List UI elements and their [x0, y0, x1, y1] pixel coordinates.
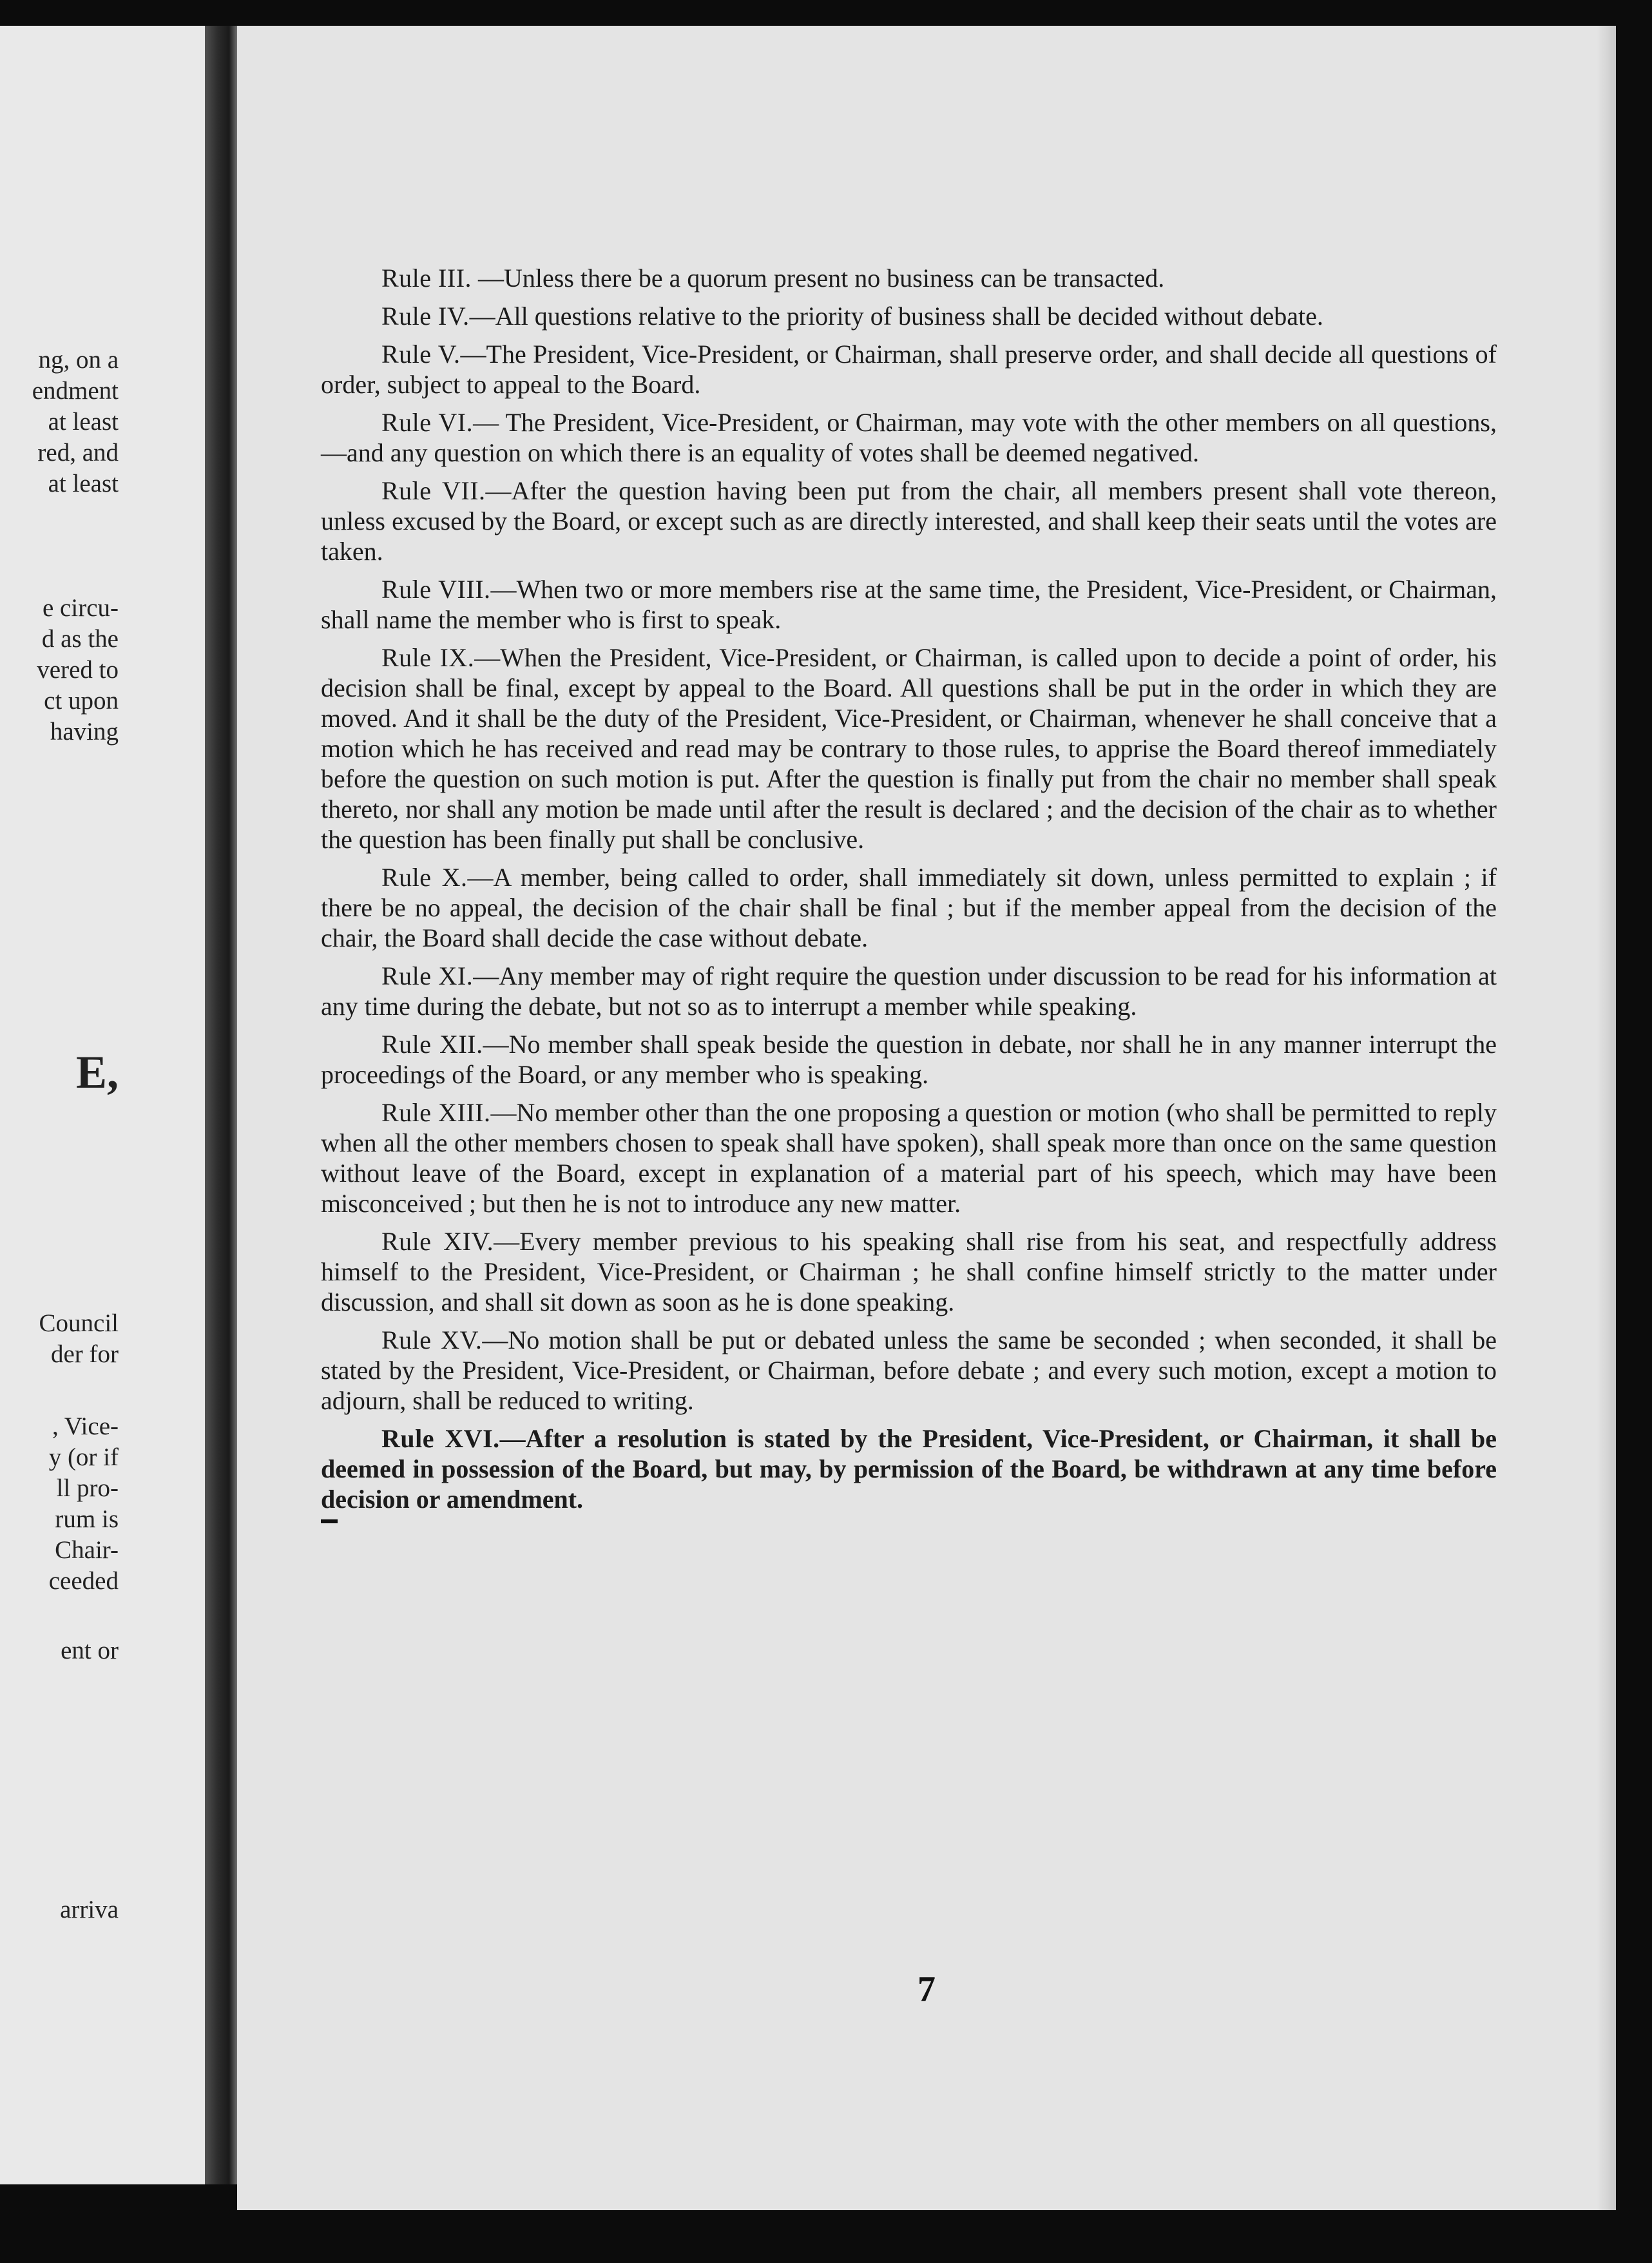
- left-page-fragment: at least: [48, 408, 119, 436]
- rule-label: Rule XII.: [381, 1030, 483, 1059]
- left-page-fragment: ent or: [61, 1637, 119, 1664]
- rule-paragraph: [321, 339, 1497, 400]
- book-gutter: [205, 26, 237, 2184]
- left-page-fragment: ll pro-: [56, 1474, 119, 1502]
- rule-text: —A member, being called to order, shall immediately sit down, unless permitted to explain ; if there be no appeal, the decision of the chair shall be final ; but if the member appeal from the decision of the chair, the Board shall decide the case without debate.: [321, 863, 1497, 952]
- rule-label: Rule V.: [381, 340, 461, 369]
- rule-text: —Every member previous to his speaking shall rise from his seat, and respectfully address himself to the President, Vice-President, or Chairman ; he shall confine himself strictly to the matter under discussion, and shall sit down as soon as he is done speaking.: [321, 1227, 1497, 1316]
- rule-text: — The President, Vice-President, or Chairman, may vote with the other members on all questions,—and any question on which there is an equality of votes shall be deemed negatived.: [321, 408, 1497, 467]
- rule-paragraph: [321, 961, 1497, 1021]
- rule-paragraph: [321, 574, 1497, 635]
- rule-text: —Unless there be a quorum present no business can be transacted.: [472, 264, 1165, 293]
- rule-text: —All questions relative to the priority of business shall be decided without debate.: [469, 302, 1323, 331]
- left-page-fragment: endment: [32, 377, 119, 405]
- rule-label: Rule XI.: [381, 961, 474, 990]
- rule-label: Rule X.: [381, 863, 468, 892]
- left-page-fragment: ct upon: [44, 687, 119, 715]
- rule-paragraph: [321, 263, 1497, 293]
- rule-text: —After the question having been put from the chair, all members present shall vote thereon, unless excused by the Board, or except such as are directly interested, and shall keep their seats until the votes are taken.: [321, 476, 1497, 566]
- rules-text-block: [321, 263, 1497, 1523]
- document-page: [237, 26, 1616, 2210]
- rule-label: Rule IV.: [381, 302, 470, 331]
- left-page-fragment: , Vice-: [52, 1412, 119, 1440]
- rule-text: —Any member may of right require the question under discussion to be read for his information at any time during the debate, but not so as to interrupt a member while speaking.: [321, 961, 1497, 1021]
- rule-paragraph: [321, 1097, 1497, 1218]
- rule-text: —The President, Vice-President, or Chairman, shall preserve order, and shall decide all questions of order, subject to appeal to the Board.: [321, 340, 1497, 399]
- rule-paragraph: [321, 301, 1497, 331]
- rule-paragraph: [321, 476, 1497, 566]
- rule-label: Rule VI.: [381, 408, 474, 437]
- rule-paragraph: [321, 862, 1497, 953]
- left-page-fragment: der for: [50, 1340, 119, 1368]
- rule-paragraph: [321, 1423, 1497, 1514]
- rule-label: Rule VIII.: [381, 575, 491, 604]
- rule-paragraph: [321, 1029, 1497, 1090]
- left-page-fragment: rum is: [55, 1505, 119, 1533]
- left-page-fragment: d as the: [41, 625, 119, 653]
- page-number: 7: [917, 1969, 936, 2009]
- rule-paragraph: [321, 1325, 1497, 1416]
- left-page-fragment: ceeded: [48, 1567, 119, 1595]
- left-page-fragment: arriva: [60, 1896, 119, 1923]
- left-page-fragment: ng, on a: [38, 346, 119, 374]
- rule-label: Rule XVI.: [381, 1424, 500, 1453]
- rule-label: Rule XIII.: [381, 1098, 491, 1127]
- rule-text: —No motion shall be put or debated unless the same be seconded ; when seconded, it shall be stated by the President, Vice-President, or Chairman, before debate ; and every such motion, except a motion to adjourn, shall be reduced to writing.: [321, 1325, 1497, 1415]
- rule-text: —After a resolution is stated by the President, Vice-President, or Chairman, it shall be deemed in possession of the Board, but may, by permission of the Board, be withdrawn at any time before decision or amendment.: [321, 1424, 1497, 1514]
- left-page-fragment-large: E,: [75, 1046, 119, 1098]
- rule-text: —When the President, Vice-President, or Chairman, is called upon to decide a point of order, his decision shall be final, except by appeal to the Board. All questions shall be put in the order in which they are moved. And it shall be the duty of the President, Vice-President, or Chairman, whenever he shall conceive that a motion which he has received and read may be contrary to those rules, to apprise the Board thereof immediately before the question on such motion is put. After the question is finally put from the chair no member shall speak thereto, nor shall any motion be made until after the result is declared ; and the decision of the chair as to whether the question has been finally put shall be conclusive.: [321, 643, 1497, 854]
- left-page-fragment: Chair-: [55, 1536, 119, 1564]
- left-page-fragment: having: [50, 718, 119, 746]
- rule-label: Rule XV.: [381, 1325, 483, 1354]
- ink-dash-mark: [321, 1519, 338, 1523]
- rule-paragraph: [321, 1226, 1497, 1317]
- left-page-fragment: vered to: [37, 656, 119, 684]
- left-page-fragment: Council: [39, 1309, 119, 1337]
- rule-paragraph: [321, 642, 1497, 854]
- left-page-fragment: red, and: [37, 439, 119, 467]
- page-edge-shadow: [1597, 26, 1616, 2210]
- left-page-fragment: e circu-: [43, 594, 119, 622]
- left-page-fragment: at least: [48, 470, 119, 497]
- rule-label: Rule VII.: [381, 476, 486, 505]
- left-page-fragment: y (or if: [48, 1443, 119, 1471]
- rule-label: Rule IX.: [381, 643, 475, 672]
- facing-page-left: [0, 26, 205, 2184]
- rule-label: Rule III.: [381, 264, 472, 293]
- rule-label: Rule XIV.: [381, 1227, 494, 1256]
- rule-paragraph: [321, 407, 1497, 468]
- rule-text: —No member other than the one proposing a question or motion (who shall be permitted to reply when all the other members chosen to speak shall have spoken), shall speak more than once on the same question without leave of the Board, except in explanation of a material part of his speech, which may have been misconceived ; but then he is not to introduce any new matter.: [321, 1098, 1497, 1218]
- rule-text: —No member shall speak beside the question in debate, nor shall he in any manner interrupt the proceedings of the Board, or any member who is speaking.: [321, 1030, 1497, 1089]
- rule-text: —When two or more members rise at the same time, the President, Vice-President, or Chairman, shall name the member who is first to speak.: [321, 575, 1497, 634]
